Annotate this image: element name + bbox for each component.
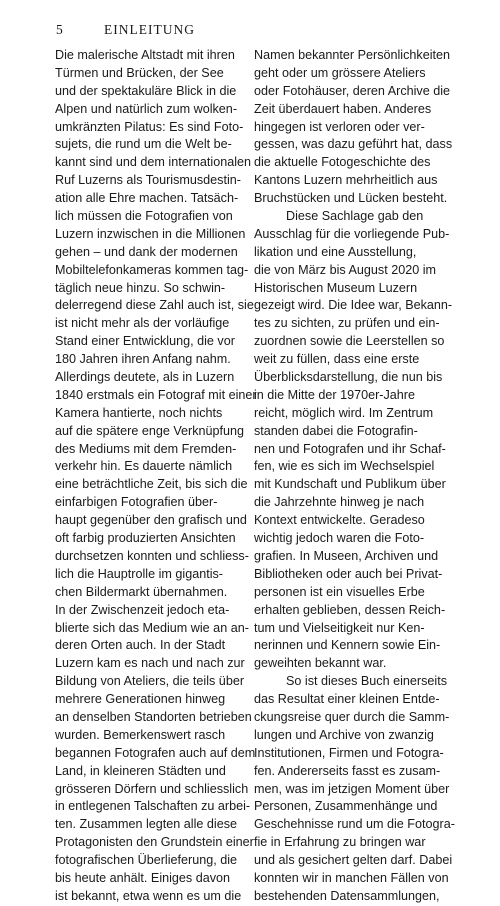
text-line: erhalten geblieben, dessen Reich- xyxy=(254,602,446,617)
text-line: gessen, was dazu geführt hat, dass xyxy=(254,137,453,152)
text-line: Bruchstücken und Lücken besteht. xyxy=(254,191,448,206)
text-line: des Mediums mit dem Fremden- xyxy=(55,441,237,456)
text-line: men, was im jetzigen Moment über xyxy=(254,781,450,796)
text-line: gezeigt wird. Die Idee war, Bekann- xyxy=(254,298,453,313)
text-line: standen dabei die Fotografin- xyxy=(254,423,418,438)
text-line: deren Orten auch. In der Stadt xyxy=(55,638,226,653)
text-line: täglich neue hinzu. So schwin- xyxy=(55,280,226,295)
text-line: lich müssen die Fotografien von xyxy=(55,209,233,224)
text-line: auf die spätere enge Verknüpfung xyxy=(55,423,245,438)
text-line: umkränzten Pilatus: Es sind Foto- xyxy=(55,119,244,134)
text-line: an denselben Standorten betrieben xyxy=(55,709,252,724)
text-line: Bibliotheken oder auch bei Privat- xyxy=(254,566,443,581)
text-line: geweihten bekannt war. xyxy=(254,656,387,671)
text-line: wichtig jedoch waren die Foto- xyxy=(254,531,425,546)
text-line: Protagonisten den Grundstein einer xyxy=(55,835,254,850)
text-line: Luzern kam es nach und nach zur xyxy=(55,656,245,671)
text-line: verkehr hin. Es dauerte nämlich xyxy=(55,459,233,474)
text-line: und als gesichert gelten darf. Dabei xyxy=(254,853,453,868)
text-line: gehen – und dank der modernen xyxy=(55,244,238,259)
text-line: einfarbigen Fotografien über- xyxy=(55,495,218,510)
text-line: In der Zwischenzeit jedoch eta- xyxy=(55,602,230,617)
text-line: zuordnen sowie die Leerstellen so xyxy=(254,334,445,349)
text-line: bis heute anhält. Einiges davon xyxy=(55,870,231,885)
text-line: wurden. Bemerkenswert rasch xyxy=(55,727,226,742)
text-line: Personen, Zusammenhänge und xyxy=(254,799,438,814)
text-line: blierte sich das Medium wie an an- xyxy=(55,620,249,635)
text-line: chen Bildermarkt übernahmen. xyxy=(55,584,228,599)
text-line: Kontext entwickelte. Geradeso xyxy=(254,513,425,528)
text-column-left xyxy=(55,47,257,906)
text-line: fen. Andererseits fasst es zusam- xyxy=(254,763,441,778)
text-line: haupt gegenüber den grafisch und xyxy=(55,513,247,528)
page-number: 5 xyxy=(56,22,64,37)
text-line: Zeit überdauert haben. Anderes xyxy=(254,101,432,116)
text-line: kannt sind und dem internationalen xyxy=(55,155,252,170)
text-line: 180 Jahren ihren Anfang nahm. xyxy=(55,352,231,367)
text-line: Türmen und Brücken, der See xyxy=(55,65,224,80)
text-line: bestehenden Datensammlungen, xyxy=(254,888,440,903)
text-line: die von März bis August 2020 im xyxy=(254,262,437,277)
text-line: in die Mitte der 1970er-Jahre xyxy=(254,387,416,402)
text-line: Stand einer Entwicklung, die vor xyxy=(55,334,235,349)
text-line: So ist dieses Buch einerseits xyxy=(286,674,448,689)
text-line: nen und Fotografen und ihr Schaf- xyxy=(254,441,446,456)
text-line: ist nicht mehr als der vorläufige xyxy=(55,316,230,331)
text-line: fie in Erfahrung zu bringen war xyxy=(254,835,426,850)
text-line: grösseren Dörfern und schliesslich xyxy=(55,781,249,796)
text-line: begannen Fotografen auch auf dem xyxy=(55,745,256,760)
text-line: die aktuelle Fotogeschichte des xyxy=(254,155,431,170)
text-line: likation und eine Ausstellung, xyxy=(254,244,417,259)
text-line: lich die Hauptrolle im gigantis- xyxy=(55,566,223,581)
running-title: EINLEITUNG xyxy=(104,22,195,37)
text-line: Historischen Museum Luzern xyxy=(254,280,418,295)
text-line: in entlegenen Talschaften zu arbei- xyxy=(55,799,251,814)
text-line: fotografischen Überlieferung, die xyxy=(55,853,238,868)
text-line: 1840 erstmals ein Fotograf mit einer xyxy=(55,387,257,402)
text-line: weit zu füllen, dass eine erste xyxy=(254,352,420,367)
text-line: Kantons Luzern mehrheitlich aus xyxy=(254,173,438,188)
text-line: Überblicksdarstellung, die nun bis xyxy=(254,370,443,385)
text-line: das Resultat einer kleinen Entde- xyxy=(254,692,440,707)
text-line: Bildung von Ateliers, die teils über xyxy=(55,674,245,689)
text-line: Namen bekannter Persönlichkeiten xyxy=(254,48,451,62)
text-line: Land, in kleineren Städten und xyxy=(55,763,226,778)
text-line: Ausschlag für die vorliegende Pub- xyxy=(254,226,450,241)
text-line: Mobiltelefonkameras kommen tag- xyxy=(55,262,249,277)
text-line: personen ist ein visuelles Erbe xyxy=(254,584,425,599)
text-line: delerregend diese Zahl auch ist, sie xyxy=(55,298,254,313)
text-line: nerinnen und Kennern sowie Ein- xyxy=(254,638,441,653)
text-line: Institutionen, Firmen und Fotogra- xyxy=(254,745,444,760)
text-line: ten. Zusammen legten alle diese xyxy=(55,817,238,832)
text-column-right xyxy=(254,47,455,906)
text-line: lungen und Archive von zwanzig xyxy=(254,727,434,742)
text-line: Diese Sachlage gab den xyxy=(286,209,424,224)
text-line: tum und Vielseitigkeit nur Ken- xyxy=(254,620,425,635)
text-line: oft farbig produzierten Ansichten xyxy=(55,531,236,546)
text-line: Alpen und natürlich zum wolken- xyxy=(55,101,238,116)
text-line: geht oder um grössere Ateliers xyxy=(254,65,426,80)
text-line: und der spektakuläre Blick in die xyxy=(55,83,237,98)
text-line: eine beträchtliche Zeit, bis sich die xyxy=(55,477,248,492)
text-line: die Jahrzehnte hinweg je nach xyxy=(254,495,425,510)
text-line: konnten wir in manchen Fällen von xyxy=(254,870,449,885)
text-line: ation alle Ehre machen. Tatsäch- xyxy=(55,191,239,206)
text-line: reicht, möglich wird. Im Zentrum xyxy=(254,405,434,420)
text-line: Ruf Luzerns als Tourismusdestin- xyxy=(55,173,241,188)
text-line: mehrere Generationen hinweg xyxy=(55,692,226,707)
text-line: Allerdings deutete, als in Luzern xyxy=(55,370,235,385)
text-line: Kamera hantierte, noch nichts xyxy=(55,405,223,420)
text-line: fen, wie es sich im Wechselspiel xyxy=(254,459,435,474)
text-line: Die malerische Altstadt mit ihren xyxy=(55,48,235,62)
text-line: Luzern inzwischen in die Millionen xyxy=(55,226,246,241)
text-line: sujets, die rund um die Welt be- xyxy=(55,137,232,152)
text-line: ist bekannt, etwa wenn es um die xyxy=(55,888,242,903)
text-line: ckungsreise quer durch die Samm- xyxy=(254,709,450,724)
text-line: Geschehnisse rund um die Fotogra- xyxy=(254,817,455,832)
text-line: tes zu sichten, zu prüfen und ein- xyxy=(254,316,440,331)
text-line: durchsetzen konnten und schliess- xyxy=(55,548,249,563)
text-line: hingegen ist verloren oder ver- xyxy=(254,119,425,134)
text-line: grafien. In Museen, Archiven und xyxy=(254,548,439,563)
text-line: oder Fotohäuser, deren Archive die xyxy=(254,83,451,98)
text-line: mit Kundschaft und Publikum über xyxy=(254,477,446,492)
